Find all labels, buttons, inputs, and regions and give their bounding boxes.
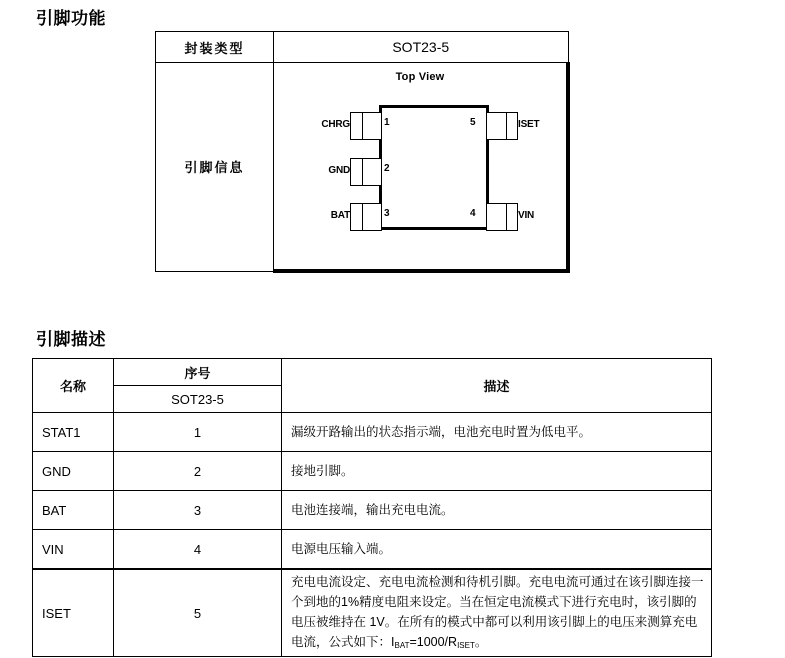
- table-row: [33, 530, 712, 570]
- column-header-number: 序号: [114, 359, 282, 386]
- package-diagram-cell: [274, 63, 569, 272]
- table-row-package-type: [156, 32, 569, 63]
- pin-name-cell: STAT1: [33, 413, 114, 452]
- pin-number-2: 2: [384, 163, 390, 174]
- formula-subscript-bat: BAT: [394, 641, 410, 650]
- pin-description-cell: 电源电压输入端。: [282, 530, 712, 570]
- pin-info-label: 引脚信息: [156, 63, 274, 272]
- table-row: [33, 413, 712, 452]
- pin-label-gnd: GND: [328, 165, 350, 176]
- pin-lead-3: [330, 203, 382, 231]
- pin-description-cell: 电池连接端，输出充电电流。: [282, 491, 712, 530]
- table-row: [33, 569, 712, 657]
- pin-number-cell: 3: [114, 491, 282, 530]
- column-header-name: 名称: [33, 359, 114, 413]
- column-header-description: 描述: [282, 359, 712, 413]
- pin-label-bat: BAT: [330, 210, 350, 221]
- pin-number-cell: 4: [114, 530, 282, 570]
- pin-description-cell: [282, 569, 712, 657]
- package-subheader-value: SOT23-5: [114, 386, 282, 413]
- table-row: [33, 452, 712, 491]
- pin-label-chrg: CHRG: [321, 119, 350, 130]
- pin-number-cell: 2: [114, 452, 282, 491]
- pin-name-cell: GND: [33, 452, 114, 491]
- chip-diagram: [274, 63, 566, 269]
- description-text-part3: 。: [474, 635, 488, 649]
- table-row-pin-info: [156, 63, 569, 272]
- table-header-row: [33, 359, 712, 386]
- package-type-label: 封装类型: [156, 32, 274, 63]
- top-view-label: Top View: [395, 71, 445, 83]
- pin-number-3: 3: [384, 208, 390, 219]
- pin-number-5: 5: [470, 117, 476, 128]
- pin-number-cell: 5: [114, 569, 282, 657]
- pin-name-cell: BAT: [33, 491, 114, 530]
- pin-name-cell: ISET: [33, 569, 114, 657]
- formula-subscript-iset: ISET: [457, 641, 475, 650]
- pin-number-4: 4: [470, 208, 476, 219]
- table-row: [33, 491, 712, 530]
- pin-label-vin: VIN: [518, 210, 535, 221]
- pin-lead-1: [321, 112, 382, 140]
- pin-description-cell: 接地引脚。: [282, 452, 712, 491]
- description-text-part1: 充电电流设定、充电电流检测和待机引脚。充电电流可通过在该引脚连接一个到地的1%精度电阻来设定。当在恒定电流模式下进行充电时，该引脚的电压被维持在 1V。在所有的模式中都可以利用该引脚上的电压来测算充电电流，公式如下：I: [291, 575, 704, 649]
- pin-lead-4: [486, 203, 535, 231]
- page-title-pin-description: 引脚描述: [36, 330, 106, 349]
- pin-label-iset: ISET: [518, 119, 540, 130]
- description-text-part2: =1000/R: [409, 635, 458, 649]
- pin-name-cell: VIN: [33, 530, 114, 570]
- package-type-value: SOT23-5: [274, 32, 569, 63]
- pin-number-cell: 1: [114, 413, 282, 452]
- pin-description-table: [32, 358, 712, 657]
- pin-number-1: 1: [384, 117, 390, 128]
- pin-lead-2: [328, 158, 382, 186]
- pin-description-cell: 漏级开路输出的状态指示端，电池充电时置为低电平。: [282, 413, 712, 452]
- package-info-table: [155, 31, 570, 273]
- page-title-pin-function: 引脚功能: [36, 9, 106, 28]
- pin-lead-5: [486, 112, 540, 140]
